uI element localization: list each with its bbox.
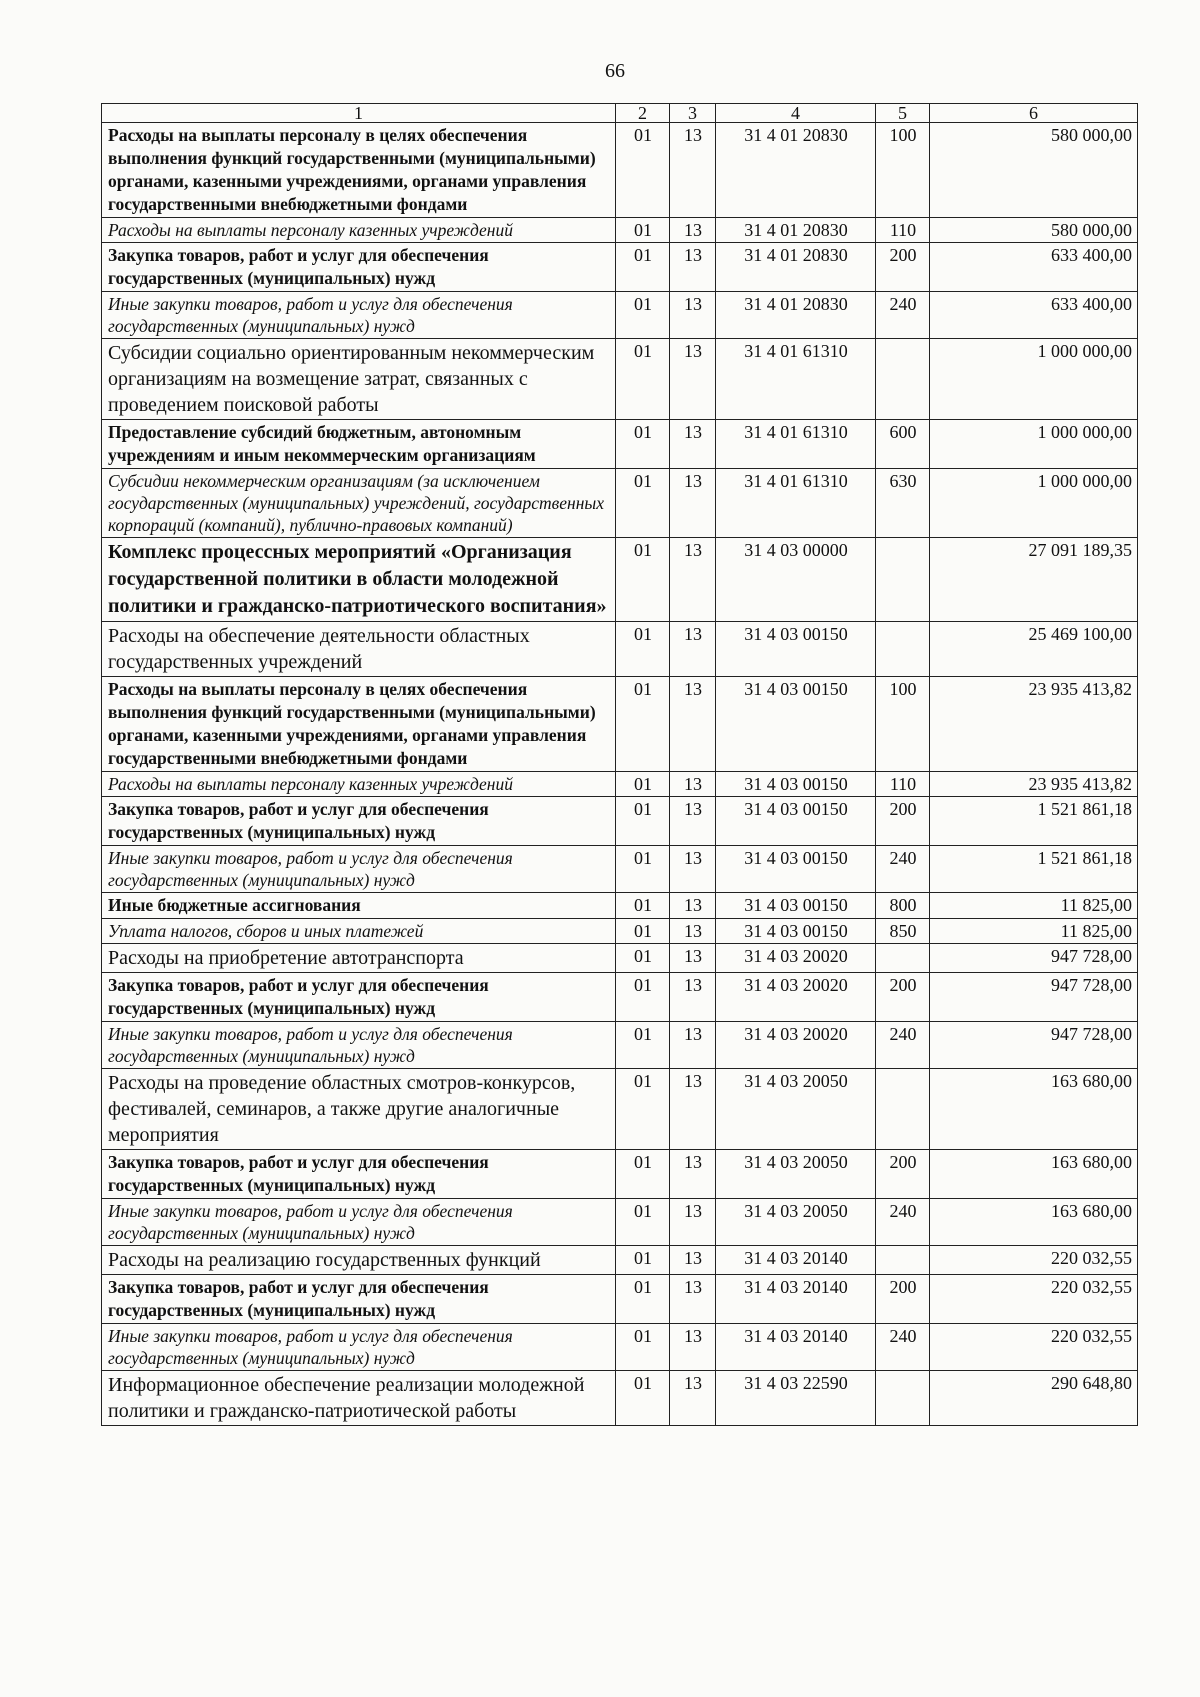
target-article-cell: 31 4 03 20050 xyxy=(716,1150,876,1199)
subsection-code-cell: 13 xyxy=(670,772,716,797)
expense-type-cell: 800 xyxy=(876,893,930,919)
expense-name-cell: Иные бюджетные ассигнования xyxy=(102,893,616,919)
subsection-code-cell: 13 xyxy=(670,123,716,218)
table-row xyxy=(102,420,1138,469)
table-row xyxy=(102,1199,1138,1246)
amount-cell: 580 000,00 xyxy=(930,123,1138,218)
expense-name-cell: Закупка товаров, работ и услуг для обеспечения государственных (муниципальных) нужд xyxy=(102,797,616,846)
subsection-code-cell: 13 xyxy=(670,243,716,292)
section-code-cell: 01 xyxy=(616,944,670,973)
subsection-code-cell: 13 xyxy=(670,846,716,893)
target-article-cell: 31 4 03 20050 xyxy=(716,1199,876,1246)
expense-name-cell: Иные закупки товаров, работ и услуг для обеспечения государственных (муниципальных) нужд xyxy=(102,1199,616,1246)
expense-name-cell: Закупка товаров, работ и услуг для обеспечения государственных (муниципальных) нужд xyxy=(102,243,616,292)
subsection-code-cell: 13 xyxy=(670,1371,716,1426)
amount-cell: 220 032,55 xyxy=(930,1275,1138,1324)
subsection-code-cell: 13 xyxy=(670,1275,716,1324)
expense-name-cell: Уплата налогов, сборов и иных платежей xyxy=(102,919,616,944)
table-row xyxy=(102,1371,1138,1426)
subsection-code-cell: 13 xyxy=(670,677,716,772)
subsection-code-cell: 13 xyxy=(670,622,716,677)
section-code-cell: 01 xyxy=(616,1199,670,1246)
expense-name-cell: Расходы на выплаты персоналу казенных учреждений xyxy=(102,218,616,243)
table-header-row xyxy=(102,104,1138,123)
table-row xyxy=(102,123,1138,218)
expense-name-cell: Закупка товаров, работ и услуг для обеспечения государственных (муниципальных) нужд xyxy=(102,1150,616,1199)
expense-name-cell: Расходы на приобретение автотранспорта xyxy=(102,944,616,973)
table-row xyxy=(102,973,1138,1022)
section-code-cell: 01 xyxy=(616,973,670,1022)
expense-name-cell: Иные закупки товаров, работ и услуг для обеспечения государственных (муниципальных) нужд xyxy=(102,846,616,893)
table-row xyxy=(102,893,1138,919)
target-article-cell: 31 4 03 20020 xyxy=(716,944,876,973)
amount-cell: 947 728,00 xyxy=(930,973,1138,1022)
amount-cell: 163 680,00 xyxy=(930,1069,1138,1150)
column-header: 1 xyxy=(102,104,616,123)
amount-cell: 1 521 861,18 xyxy=(930,797,1138,846)
amount-cell: 633 400,00 xyxy=(930,243,1138,292)
table-row xyxy=(102,339,1138,420)
expense-type-cell: 100 xyxy=(876,677,930,772)
target-article-cell: 31 4 03 20050 xyxy=(716,1069,876,1150)
table-row xyxy=(102,1275,1138,1324)
subsection-code-cell: 13 xyxy=(670,919,716,944)
target-article-cell: 31 4 03 00000 xyxy=(716,538,876,622)
amount-cell: 1 000 000,00 xyxy=(930,420,1138,469)
target-article-cell: 31 4 03 00150 xyxy=(716,797,876,846)
expense-type-cell: 850 xyxy=(876,919,930,944)
table-row xyxy=(102,944,1138,973)
amount-cell: 27 091 189,35 xyxy=(930,538,1138,622)
column-header: 5 xyxy=(876,104,930,123)
amount-cell: 163 680,00 xyxy=(930,1150,1138,1199)
subsection-code-cell: 13 xyxy=(670,973,716,1022)
section-code-cell: 01 xyxy=(616,1069,670,1150)
target-article-cell: 31 4 03 22590 xyxy=(716,1371,876,1426)
target-article-cell: 31 4 01 61310 xyxy=(716,469,876,538)
expense-type-cell: 600 xyxy=(876,420,930,469)
amount-cell: 163 680,00 xyxy=(930,1199,1138,1246)
expense-name-cell: Расходы на выплаты персоналу казенных учреждений xyxy=(102,772,616,797)
expense-type-cell xyxy=(876,622,930,677)
expense-type-cell: 200 xyxy=(876,243,930,292)
amount-cell: 947 728,00 xyxy=(930,944,1138,973)
section-code-cell: 01 xyxy=(616,772,670,797)
expense-type-cell: 240 xyxy=(876,846,930,893)
target-article-cell: 31 4 01 20830 xyxy=(716,123,876,218)
section-code-cell: 01 xyxy=(616,846,670,893)
target-article-cell: 31 4 01 61310 xyxy=(716,420,876,469)
expense-type-cell: 240 xyxy=(876,1324,930,1371)
target-article-cell: 31 4 01 20830 xyxy=(716,243,876,292)
expense-type-cell: 200 xyxy=(876,1150,930,1199)
expense-name-cell: Расходы на выплаты персоналу в целях обеспечения выполнения функций государственными (муниципальными) органами, казенными учреждениями, органами управления государственными внебюджетными фондами xyxy=(102,123,616,218)
section-code-cell: 01 xyxy=(616,538,670,622)
subsection-code-cell: 13 xyxy=(670,1069,716,1150)
table-row xyxy=(102,292,1138,339)
table-row xyxy=(102,218,1138,243)
amount-cell: 1 521 861,18 xyxy=(930,846,1138,893)
target-article-cell: 31 4 03 00150 xyxy=(716,919,876,944)
section-code-cell: 01 xyxy=(616,292,670,339)
subsection-code-cell: 13 xyxy=(670,944,716,973)
column-header: 4 xyxy=(716,104,876,123)
table-row xyxy=(102,622,1138,677)
subsection-code-cell: 13 xyxy=(670,1199,716,1246)
section-code-cell: 01 xyxy=(616,1246,670,1275)
amount-cell: 25 469 100,00 xyxy=(930,622,1138,677)
expense-type-cell: 630 xyxy=(876,469,930,538)
section-code-cell: 01 xyxy=(616,469,670,538)
amount-cell: 220 032,55 xyxy=(930,1246,1138,1275)
subsection-code-cell: 13 xyxy=(670,1022,716,1069)
subsection-code-cell: 13 xyxy=(670,218,716,243)
amount-cell: 23 935 413,82 xyxy=(930,677,1138,772)
table-row xyxy=(102,1324,1138,1371)
subsection-code-cell: 13 xyxy=(670,339,716,420)
table-row xyxy=(102,919,1138,944)
expense-type-cell: 200 xyxy=(876,973,930,1022)
amount-cell: 1 000 000,00 xyxy=(930,339,1138,420)
expense-type-cell xyxy=(876,944,930,973)
section-code-cell: 01 xyxy=(616,1324,670,1371)
target-article-cell: 31 4 03 00150 xyxy=(716,622,876,677)
column-header: 3 xyxy=(670,104,716,123)
subsection-code-cell: 13 xyxy=(670,1150,716,1199)
expense-type-cell: 200 xyxy=(876,1275,930,1324)
expense-name-cell: Информационное обеспечение реализации молодежной политики и гражданско-патриотической работы xyxy=(102,1371,616,1426)
expense-name-cell: Закупка товаров, работ и услуг для обеспечения государственных (муниципальных) нужд xyxy=(102,973,616,1022)
section-code-cell: 01 xyxy=(616,339,670,420)
table-row xyxy=(102,469,1138,538)
table-row xyxy=(102,1069,1138,1150)
amount-cell: 220 032,55 xyxy=(930,1324,1138,1371)
target-article-cell: 31 4 03 20140 xyxy=(716,1275,876,1324)
expense-name-cell: Расходы на проведение областных смотров-конкурсов, фестивалей, семинаров, а также другие аналогичные мероприятия xyxy=(102,1069,616,1150)
amount-cell: 1 000 000,00 xyxy=(930,469,1138,538)
target-article-cell: 31 4 03 00150 xyxy=(716,677,876,772)
expense-name-cell: Расходы на выплаты персоналу в целях обеспечения выполнения функций государственными (муниципальными) органами, казенными учреждениями, органами управления государственными внебюджетными фондами xyxy=(102,677,616,772)
table-row xyxy=(102,1246,1138,1275)
section-code-cell: 01 xyxy=(616,677,670,772)
expense-type-cell: 100 xyxy=(876,123,930,218)
target-article-cell: 31 4 03 00150 xyxy=(716,846,876,893)
expense-name-cell: Предоставление субсидий бюджетным, автономным учреждениям и иным некоммерческим организациям xyxy=(102,420,616,469)
expense-name-cell: Комплекс процессных мероприятий «Организация государственной политики в области молодежной политики и гражданско-патриотического воспитания» xyxy=(102,538,616,622)
section-code-cell: 01 xyxy=(616,1275,670,1324)
column-header: 6 xyxy=(930,104,1138,123)
subsection-code-cell: 13 xyxy=(670,469,716,538)
expense-type-cell: 110 xyxy=(876,218,930,243)
expense-type-cell: 200 xyxy=(876,797,930,846)
section-code-cell: 01 xyxy=(616,622,670,677)
section-code-cell: 01 xyxy=(616,1371,670,1426)
expense-type-cell xyxy=(876,339,930,420)
target-article-cell: 31 4 01 61310 xyxy=(716,339,876,420)
expense-type-cell xyxy=(876,1069,930,1150)
amount-cell: 633 400,00 xyxy=(930,292,1138,339)
section-code-cell: 01 xyxy=(616,893,670,919)
amount-cell: 947 728,00 xyxy=(930,1022,1138,1069)
subsection-code-cell: 13 xyxy=(670,1324,716,1371)
subsection-code-cell: 13 xyxy=(670,538,716,622)
expense-type-cell xyxy=(876,1371,930,1426)
column-header: 2 xyxy=(616,104,670,123)
section-code-cell: 01 xyxy=(616,797,670,846)
target-article-cell: 31 4 03 00150 xyxy=(716,772,876,797)
subsection-code-cell: 13 xyxy=(670,893,716,919)
expense-type-cell: 240 xyxy=(876,1022,930,1069)
amount-cell: 290 648,80 xyxy=(930,1371,1138,1426)
table-row xyxy=(102,797,1138,846)
expense-type-cell: 240 xyxy=(876,292,930,339)
section-code-cell: 01 xyxy=(616,919,670,944)
expense-type-cell: 240 xyxy=(876,1199,930,1246)
subsection-code-cell: 13 xyxy=(670,420,716,469)
section-code-cell: 01 xyxy=(616,123,670,218)
table-row xyxy=(102,243,1138,292)
subsection-code-cell: 13 xyxy=(670,797,716,846)
section-code-cell: 01 xyxy=(616,1150,670,1199)
section-code-cell: 01 xyxy=(616,420,670,469)
expense-name-cell: Иные закупки товаров, работ и услуг для обеспечения государственных (муниципальных) нужд xyxy=(102,1324,616,1371)
table-row xyxy=(102,1022,1138,1069)
budget-table xyxy=(101,103,1138,1426)
amount-cell: 23 935 413,82 xyxy=(930,772,1138,797)
table-row xyxy=(102,538,1138,622)
target-article-cell: 31 4 03 20140 xyxy=(716,1246,876,1275)
subsection-code-cell: 13 xyxy=(670,292,716,339)
expense-name-cell: Субсидии некоммерческим организациям (за исключением государственных (муниципальных) учреждений, государственных корпораций (компаний), публично-правовых компаний) xyxy=(102,469,616,538)
page-number: 66 xyxy=(605,60,625,82)
expense-name-cell: Иные закупки товаров, работ и услуг для обеспечения государственных (муниципальных) нужд xyxy=(102,1022,616,1069)
target-article-cell: 31 4 03 20020 xyxy=(716,973,876,1022)
expense-type-cell: 110 xyxy=(876,772,930,797)
expense-name-cell: Иные закупки товаров, работ и услуг для обеспечения государственных (муниципальных) нужд xyxy=(102,292,616,339)
expense-type-cell xyxy=(876,538,930,622)
section-code-cell: 01 xyxy=(616,243,670,292)
section-code-cell: 01 xyxy=(616,1022,670,1069)
table-row xyxy=(102,772,1138,797)
target-article-cell: 31 4 01 20830 xyxy=(716,218,876,243)
expense-name-cell: Расходы на обеспечение деятельности областных государственных учреждений xyxy=(102,622,616,677)
amount-cell: 580 000,00 xyxy=(930,218,1138,243)
table-row xyxy=(102,1150,1138,1199)
target-article-cell: 31 4 03 20020 xyxy=(716,1022,876,1069)
table-row xyxy=(102,846,1138,893)
amount-cell: 11 825,00 xyxy=(930,919,1138,944)
subsection-code-cell: 13 xyxy=(670,1246,716,1275)
expense-name-cell: Закупка товаров, работ и услуг для обеспечения государственных (муниципальных) нужд xyxy=(102,1275,616,1324)
target-article-cell: 31 4 03 20140 xyxy=(716,1324,876,1371)
expense-name-cell: Субсидии социально ориентированным некоммерческим организациям на возмещение затрат, связанных с проведением поисковой работы xyxy=(102,339,616,420)
table-row xyxy=(102,677,1138,772)
target-article-cell: 31 4 01 20830 xyxy=(716,292,876,339)
amount-cell: 11 825,00 xyxy=(930,893,1138,919)
section-code-cell: 01 xyxy=(616,218,670,243)
target-article-cell: 31 4 03 00150 xyxy=(716,893,876,919)
expense-name-cell: Расходы на реализацию государственных функций xyxy=(102,1246,616,1275)
expense-type-cell xyxy=(876,1246,930,1275)
